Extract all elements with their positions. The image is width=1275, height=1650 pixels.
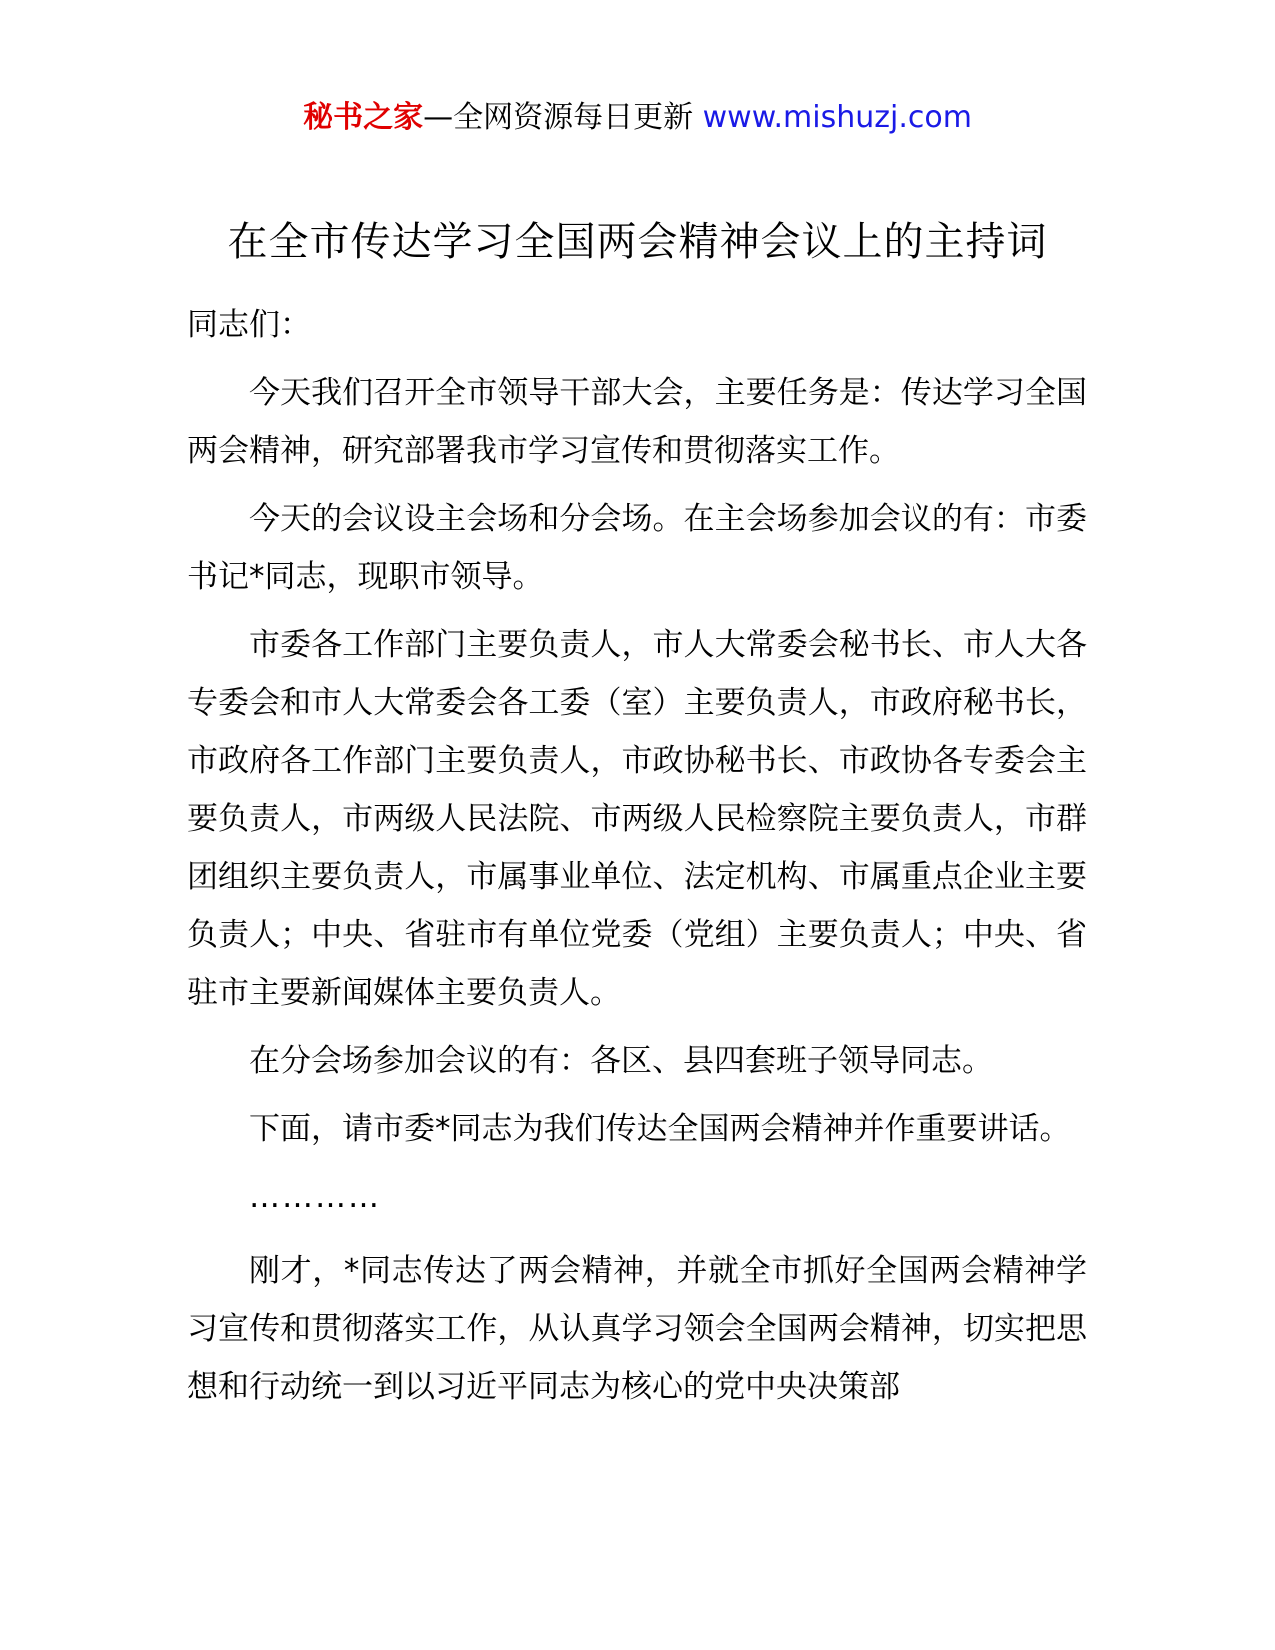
document-body xyxy=(187,296,1087,1426)
site-url-link[interactable]: www.mishuzj.com xyxy=(702,100,972,135)
site-brand: 秘书之家 xyxy=(303,100,424,135)
closing-paragraph: 刚才，*同志传达了两会精神，并就全市抓好全国两会精神学习宣传和贯彻落实工作，从认真学习领会全国两会精神，切实把思想和行动统一到以习近平同志为核心的党中央决策部 xyxy=(187,1253,1087,1405)
document-title: 在全市传达学习全国两会精神会议上的主持词 xyxy=(227,219,1048,265)
ellipsis-separator: ………… xyxy=(249,1179,381,1215)
site-header xyxy=(0,96,1275,140)
paragraph: 市委各工作部门主要负责人，市人大常委会秘书长、市人大各专委会和市人大常委会各工委（室）主要负责人，市政府秘书长，市政府各工作部门主要负责人，市政协秘书长、市政协各专委会主要负责人，市两级人民法院、市两级人民检察院主要负责人，市群团组织主要负责人，市属事业单位、法定机构、市属重点企业主要负责人；中央、省驻市有单位党委（党组）主要负责人；中央、省驻市主要新闻媒体主要负责人。 xyxy=(187,627,1087,1011)
salutation: 同志们： xyxy=(187,307,311,343)
site-tagline: —全网资源每日更新 xyxy=(423,100,703,135)
paragraph: 下面，请市委*同志为我们传达全国两会精神并作重要讲话。 xyxy=(249,1111,1071,1147)
paragraph: 在分会场参加会议的有：各区、县四套班子领导同志。 xyxy=(249,1043,993,1079)
paragraph: 今天的会议设主会场和分会场。在主会场参加会议的有：市委书记*同志，现职市领导。 xyxy=(187,501,1087,595)
paragraph: 今天我们召开全市领导干部大会，主要任务是：传达学习全国两会精神，研究部署我市学习宣传和贯彻落实工作。 xyxy=(187,375,1087,469)
